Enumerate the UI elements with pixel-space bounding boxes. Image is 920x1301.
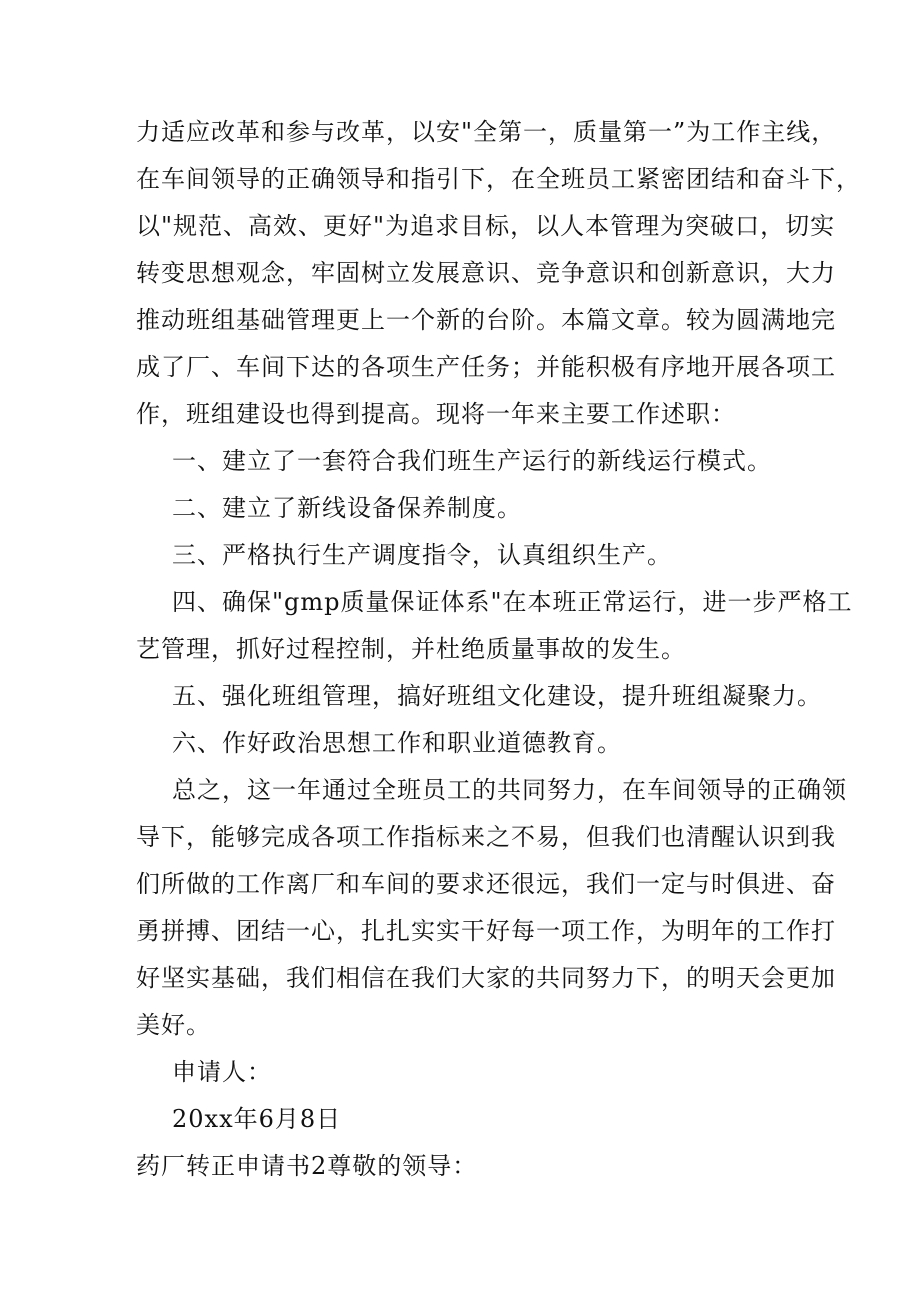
list-item: 三、严格执行生产调度指令，认真组织生产。 <box>172 541 672 569</box>
text-line: 勇拼搏、团结一心，扎扎实实干好每一项工作，为明年的工作打 <box>136 917 836 945</box>
applicant-label: 申请人： <box>172 1058 272 1086</box>
list-item: 六、作好政治思想工作和职业道德教育。 <box>172 729 622 757</box>
text-line: 转变思想观念，牢固树立发展意识、竞争意识和创新意识，大力 <box>136 259 836 287</box>
list-item: 五、强化班组管理，搞好班组文化建设，提升班组凝聚力。 <box>172 682 822 710</box>
text-line: 以"规范、高效、更好"为追求目标，以人本管理为突破口，切实 <box>136 212 836 240</box>
list-item: 二、建立了新线设备保养制度。 <box>172 494 522 522</box>
text-line: 作，班组建设也得到提高。现将一年来主要工作述职： <box>136 400 736 428</box>
list-item: 四、确保"gmp质量保证体系"在本班正常运行，进一步严格工 <box>172 588 853 616</box>
next-document-heading: 药厂转正申请书2尊敬的领导： <box>136 1152 478 1180</box>
text-line: 艺管理，抓好过程控制，并杜绝质量事故的发生。 <box>136 635 686 663</box>
text-line: 成了厂、车间下达的各项生产任务；并能积极有序地开展各项工 <box>136 353 836 381</box>
text-line: 们所做的工作离厂和车间的要求还很远，我们一定与时俱进、奋 <box>136 870 836 898</box>
date-line: 20xx年6月8日 <box>172 1105 342 1133</box>
text-line: 总之，这一年通过全班员工的共同努力，在车间领导的正确领 <box>172 776 847 804</box>
text-line: 美好。 <box>136 1011 211 1039</box>
list-item: 一、建立了一套符合我们班生产运行的新线运行模式。 <box>172 447 772 475</box>
text-line: 推动班组基础管理更上一个新的台阶。本篇文章。较为圆满地完 <box>136 306 836 334</box>
text-line: 导下，能够完成各项工作指标来之不易，但我们也清醒认识到我 <box>136 823 836 851</box>
text-line: 在车间领导的正确领导和指引下，在全班员工紧密团结和奋斗下， <box>136 165 861 193</box>
text-line: 力适应改革和参与改革，以安"全第一，质量第一”为工作主线， <box>136 118 837 146</box>
text-line: 好坚实基础，我们相信在我们大家的共同努力下，的明天会更加 <box>136 964 836 992</box>
